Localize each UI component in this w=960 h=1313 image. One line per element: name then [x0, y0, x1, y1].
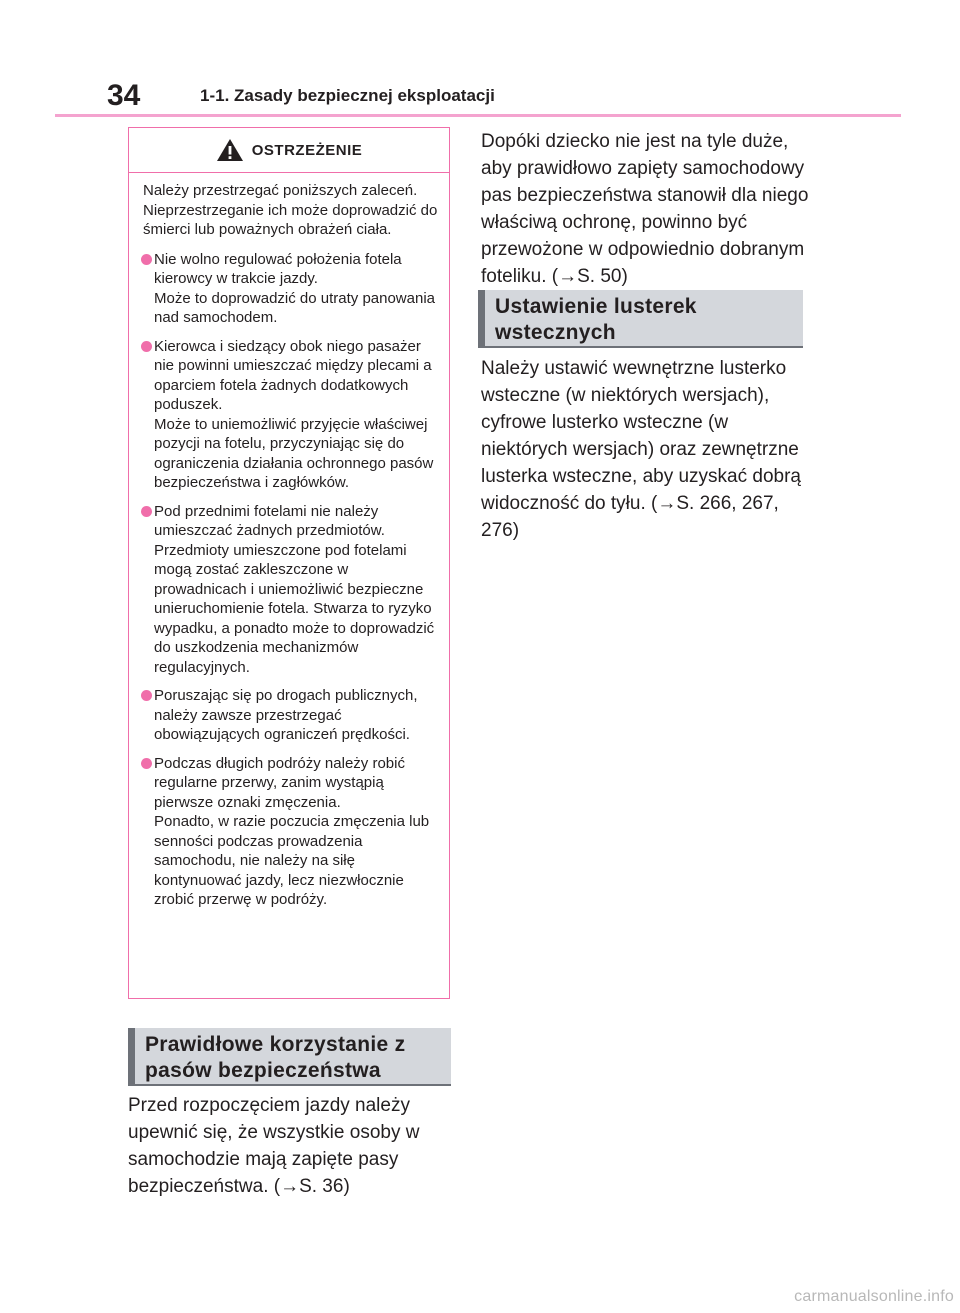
warning-item: [143, 754, 441, 910]
warning-box: [128, 127, 450, 999]
bullet-icon: [141, 341, 152, 352]
seatbelt-paragraph: Przed rozpoczęciem jazdy należy upewnić się, że wszystkie osoby w samochodzie mają zapięte pasy bezpieczeństwa. (→S. 36): [128, 1095, 420, 1197]
header-divider: [55, 114, 901, 117]
warning-title: OSTRZEŻENIE: [251, 141, 363, 159]
warning-item-lead: Podczas długich podróży należy robić regularne przerwy, zanim wystąpią pierwsze oznaki zmęczenia.: [154, 754, 405, 811]
warning-item-lead: Nie wolno regulować położenia fotela kierowcy w trakcie jazdy.: [154, 250, 402, 287]
child-seat-paragraph: Dopóki dziecko nie jest na tyle duże, aby prawidłowo zapięty samochodowy pas bezpieczeństwa stanowił dla niego właściwą ochronę, powinno być przewożone w odpowiednio dobranym foteliku. (→S. 50): [481, 131, 809, 287]
warning-item: [143, 502, 441, 678]
bullet-icon: [141, 758, 152, 769]
warning-item-lead: Poruszając się po drogach publicznych, należy zawsze przestrzegać obowiązujących ograniczeń prędkości.: [154, 687, 418, 743]
warning-item-detail: Przedmioty umieszczone pod fotelami mogą zostać zakleszczone w prowadnicach i uniemożliwić bezpieczne unieruchomienie fotela. Stwarza to ryzyko wypadku, a ponadto może to doprowadzić do uszkodzenia mechanizmów regulacyjnych.: [154, 541, 435, 676]
bullet-icon: [141, 506, 152, 517]
warning-item: [143, 686, 441, 745]
warning-item-lead: Pod przednimi fotelami nie należy umieszczać żadnych przedmiotów.: [154, 502, 385, 539]
page-number: 34: [107, 79, 141, 112]
warning-body: [129, 173, 449, 910]
warning-header: [129, 128, 449, 173]
chapter-title: 1-1. Zasady bezpiecznej eksploatacji: [200, 86, 495, 105]
warning-item-detail: Może to uniemożliwić przyjęcie właściwej pozycji na fotelu, przyczyniając się do ograniczenia działania ochronnego pasów bezpieczeństwa i zagłówków.: [154, 415, 434, 491]
section-heading-seatbelts: Prawidłowe korzystanie z pasów bezpieczeństwa: [128, 1028, 451, 1086]
bullet-icon: [141, 690, 152, 701]
warning-item-detail: Ponadto, w razie poczucia zmęczenia lub senności podczas prowadzenia samochodu, nie należy na siłę kontynuować jazdy, lecz niezwłocznie zrobić przerwę w podróży.: [154, 813, 430, 908]
watermark: carmanualsonline.info: [794, 1288, 954, 1305]
warning-item-detail: Może to doprowadzić do utraty panowania nad samochodem.: [154, 289, 436, 326]
mirror-paragraph: Należy ustawić wewnętrzne lusterko wsteczne (w niektórych wersjach), cyfrowe lusterko wsteczne (w niektórych wersjach) oraz zewnętrzne lusterka wsteczne, aby uzyskać dobrą widoczność do tyłu. (→S. 266, 267, 276): [481, 358, 801, 541]
warning-intro: Należy przestrzegać poniższych zaleceń. Nieprzestrzeganie ich może doprowadzić do śmierci lub poważnych obrażeń ciała.: [143, 182, 438, 238]
warning-item: [143, 250, 441, 328]
bullet-icon: [141, 254, 152, 265]
section-heading-mirrors: Ustawienie lusterek wstecznych: [478, 290, 803, 348]
warning-item: [143, 337, 441, 493]
warning-triangle-icon: [216, 138, 244, 162]
warning-item-lead: Kierowca i siedzący obok niego pasażer nie powinni umieszczać między plecami a oparciem fotela żadnych dodatkowych poduszek.: [154, 337, 432, 413]
